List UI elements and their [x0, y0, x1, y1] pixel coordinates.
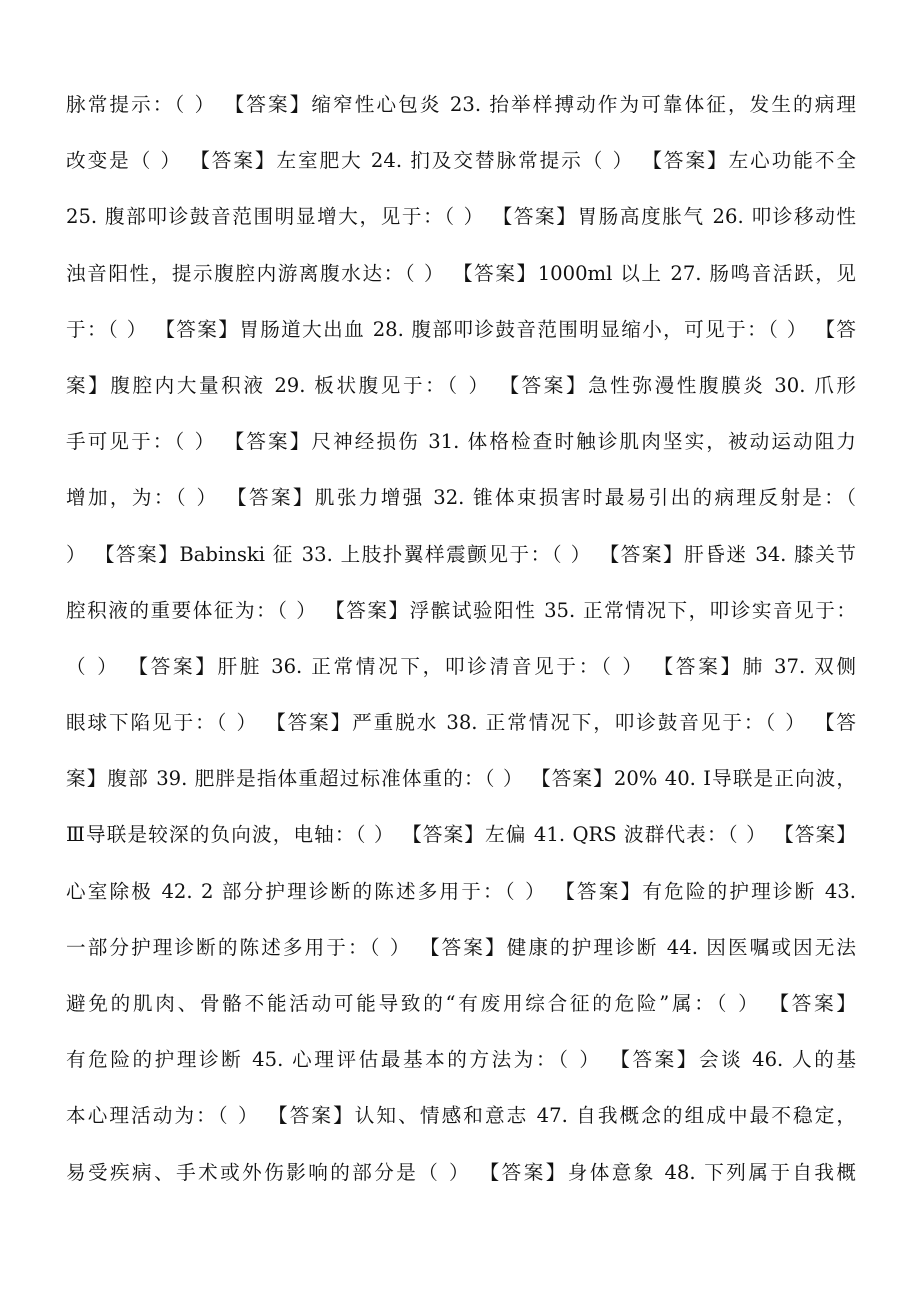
text-line-9: ） 【答案】Babinski 征 33. 上肢扑翼样震颤见于：（ ） 【答案】肝昏迷 34. 膝关节: [66, 542, 856, 566]
text-line-8: 增加，为：（ ） 【答案】肌张力增强 32. 锥体束损害时最易引出的病理反射是：（: [66, 486, 856, 510]
text-line-12: 眼球下陷见于：（ ） 【答案】严重脱水 38. 正常情况下，叩诊鼓音见于：（ ） 【答: [66, 711, 856, 735]
text-line-17: 避免的肌肉、骨骼不能活动可能导致的“有废用综合征的危险”属：（ ） 【答案】: [66, 992, 856, 1015]
text-line-18: 有危险的护理诊断 45. 心理评估最基本的方法为：（ ） 【答案】会谈 46. 人的基: [66, 1048, 856, 1072]
text-line-11: （ ） 【答案】肝脏 36. 正常情况下，叩诊清音见于：（ ） 【答案】肺 37. 双侧: [66, 654, 856, 678]
text-line-3: 25. 腹部叩诊鼓音范围明显增大，见于：（ ） 【答案】胃肠高度胀气 26. 叩诊移动性: [66, 205, 856, 229]
text-line-20: 易受疾病、手术或外伤影响的部分是（ ） 【答案】身体意象 48. 下列属于自我概: [66, 1160, 856, 1184]
text-line-13: 案】腹部 39. 肥胖是指体重超过标准体重的：（ ） 【答案】20% 40. Ⅰ导联是正向波，: [66, 767, 856, 791]
text-line-15: 心室除极 42. 2 部分护理诊断的陈述多用于：（ ） 【答案】有危险的护理诊断 43.: [66, 879, 856, 903]
document-body: [66, 82, 856, 1206]
text-line-6: 案】腹腔内大量积液 29. 板状腹见于：（ ） 【答案】急性弥漫性腹膜炎 30. 爪形: [66, 373, 856, 397]
text-line-14: Ⅲ导联是较深的负向波，电轴：（ ） 【答案】左偏 41. QRS 波群代表：（ ） 【答案】: [66, 823, 856, 847]
text-line-4: 浊音阳性，提示腹腔内游离腹水达：（ ） 【答案】1000ml 以上 27. 肠鸣音活跃，见: [66, 261, 856, 285]
text-line-10: 腔积液的重要体征为：（ ） 【答案】浮髌试验阳性 35. 正常情况下，叩诊实音见于：: [66, 598, 856, 622]
text-line-2: 改变是（ ） 【答案】左室肥大 24. 扪及交替脉常提示（ ） 【答案】左心功能不全: [66, 149, 856, 173]
text-line-5: 于：（ ） 【答案】胃肠道大出血 28. 腹部叩诊鼓音范围明显缩小，可见于：（ ） 【答: [66, 317, 856, 341]
text-line-19: 本心理活动为：（ ） 【答案】认知、情感和意志 47. 自我概念的组成中最不稳定，: [66, 1104, 856, 1128]
text-line-16: 一部分护理诊断的陈述多用于：（ ） 【答案】健康的护理诊断 44. 因医嘱或因无法: [66, 935, 856, 959]
text-line-1: 脉常提示：（ ） 【答案】缩窄性心包炎 23. 抬举样搏动作为可靠体征，发生的病理: [66, 93, 856, 116]
text-line-7: 手可见于：（ ） 【答案】尺神经损伤 31. 体格检查时触诊肌肉坚实，被动运动阻力: [66, 430, 856, 454]
